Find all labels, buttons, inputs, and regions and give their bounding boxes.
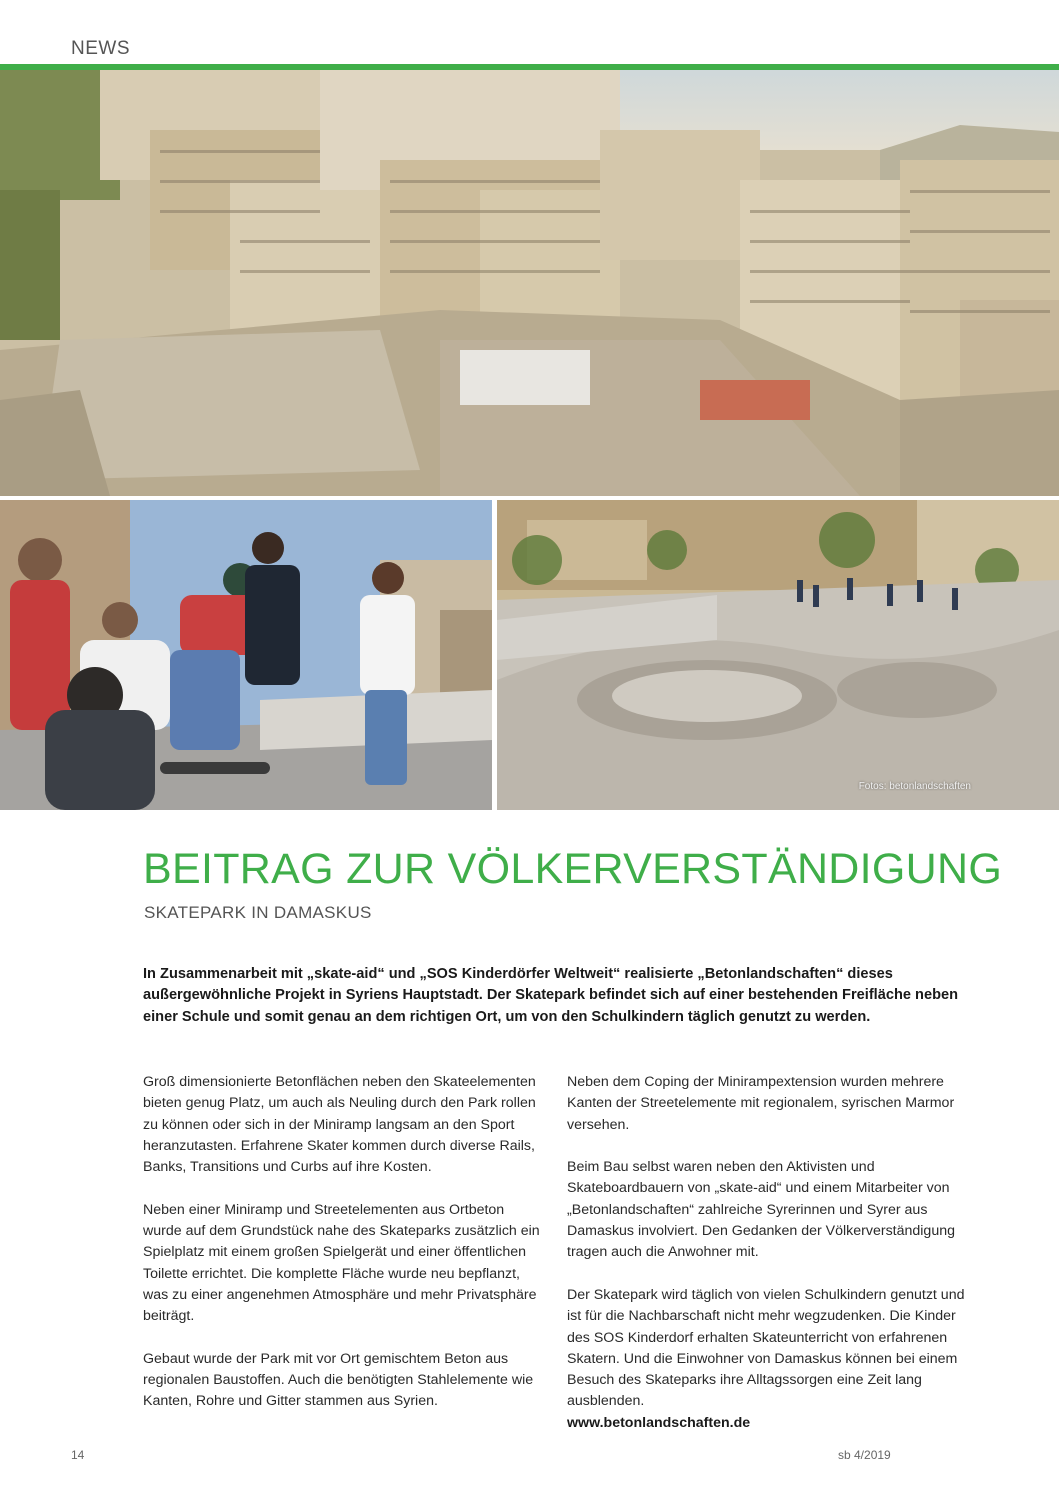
article-lead: In Zusammenarbeit mit „skate-aid“ und „SOS Kinderdörfer Weltweit“ realisierte „Betonlandschaften“ dieses außergewöhnliche Projekt in Syriens Hauptstadt. Der Skatepark befindet sich auf einer bestehenden Freifläche neben einer Schule und somit genau an dem richtigen Ort, um von den Schulkindern täglich genutzt zu werden. xyxy=(143,966,959,1025)
issue-label: sb 4/2019 xyxy=(838,1448,891,1462)
paragraph: Gebaut wurde der Park mit vor Ort gemischtem Beton aus regionalen Baustoffen. Auch die benötigten Stahlelemente wie Kanten, Rohre und Gitter stammen aus Syrien. xyxy=(143,1350,534,1410)
paragraph: Groß dimensionierte Betonflächen neben den Skateelementen bieten genug Platz, um auch als Neuling durch den Park rollen zu können oder sich in der Miniramp langsam an den Sport heranzutasten. Erfahrene Skater kommen durch diverse Rails, Banks, Transitions und Curbs auf ihre Kosten. xyxy=(143,1074,536,1176)
paragraph: Beim Bau selbst waren neben den Aktivisten und Skateboardbauern von „skate-aid“ und einem Mitarbeiter von „Betonlandschaften“ zahlreiche Syrerinnen und Syrer aus Damaskus involviert. Den Gedanken der Völkerverständigung tragen auch die Anwohner mit. xyxy=(567,1159,955,1261)
paragraph: Neben dem Coping der Minirampextension wurden mehrere Kanten der Streetelemente mit regionalem, syrischen Marmor versehen. xyxy=(567,1074,955,1133)
paragraph: Der Skatepark wird täglich von vielen Schulkindern genutzt und ist für die Nachbarschaft nicht mehr wegzudenken. Die Kinder des SOS Kinderdorf erhalten Skateunterricht von erfahrenen Skatern. Und die Einwohner von Damaskus können bei einem Besuch des Skateparks ihre Alltagssorgen eine Zeit lang ausblenden. xyxy=(567,1286,965,1410)
panorama-photo xyxy=(0,70,1059,496)
article-subtitle: SKATEPARK IN DAMASKUS xyxy=(144,903,372,922)
website-link[interactable]: www.betonlandschaften.de xyxy=(567,1414,751,1431)
children-skateboarding-photo xyxy=(0,500,492,810)
page-number: 14 xyxy=(71,1448,85,1462)
text-column-right xyxy=(567,1072,967,1434)
photo-credit: Fotos: betonlandschaften xyxy=(858,781,971,792)
panorama-illustration xyxy=(0,70,1059,496)
section-label: NEWS xyxy=(71,38,130,59)
skatepark-bowl-photo xyxy=(497,500,1059,810)
paragraph: Neben einer Miniramp und Streetelementen aus Ortbeton wurde auf dem Grundstück nahe des Skateparks zusätzlich ein Spielplatz mit einem großen Spielgerät und einer öffentlichen Toilette errichtet. Die komplette Fläche wurde neu bepflanzt, was zu einer angenehmen Atmosphäre und mehr Privatsphäre beiträgt. xyxy=(143,1201,540,1325)
article-title: BEITRAG ZUR VÖLKERVERSTÄNDIGUNG xyxy=(143,845,1003,893)
text-column-left xyxy=(143,1072,543,1434)
skatepark-illustration xyxy=(497,500,1059,810)
children-illustration xyxy=(0,500,492,810)
